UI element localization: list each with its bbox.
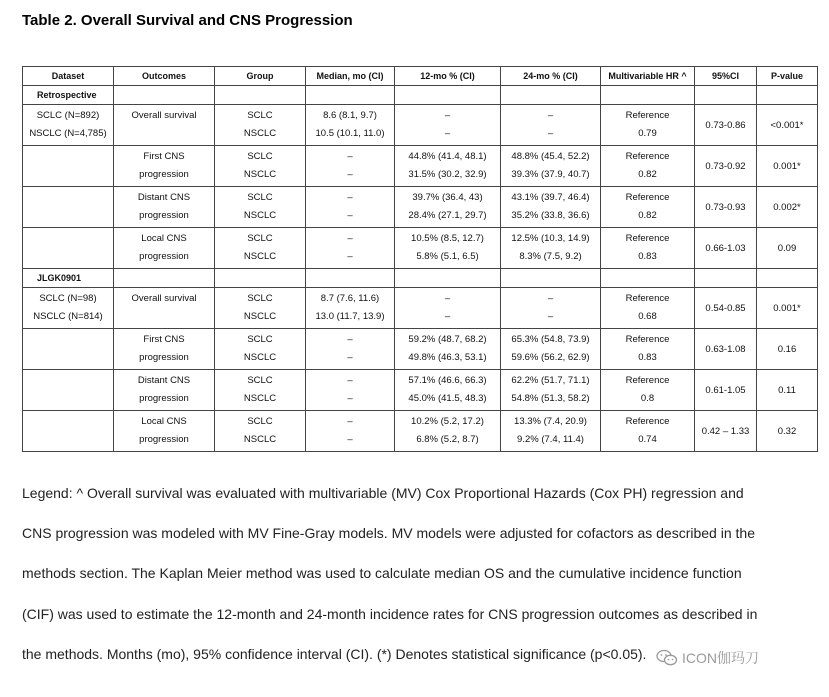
cell-m24 <box>501 288 601 329</box>
cell-line: 59.6% (56.2, 62.9) <box>511 352 590 363</box>
column-header: 12-mo % (CI) <box>395 67 501 86</box>
cell-line <box>25 248 111 266</box>
cell-line: – <box>444 311 451 322</box>
cell-line: SCLC <box>247 110 273 121</box>
cell-line: Reference <box>625 151 670 162</box>
section-label: Retrospective <box>23 86 114 105</box>
cell-line: 0.83 <box>638 352 657 363</box>
cell-line: progression <box>139 352 189 363</box>
cell-group <box>215 105 306 146</box>
table-row <box>23 370 818 411</box>
cell-line: SCLC <box>247 334 273 345</box>
cell-line: 5.8% (5.1, 6.5) <box>416 251 479 262</box>
cell-line <box>25 230 111 248</box>
cell-line: 0.74 <box>638 434 657 445</box>
cell-line <box>116 308 212 326</box>
table-row <box>23 105 818 146</box>
cell-dataset <box>23 105 114 146</box>
table-row <box>23 146 818 187</box>
cell-line: – <box>444 293 451 304</box>
cell-median <box>306 146 395 187</box>
cell-line <box>25 148 111 166</box>
cell-p: 0.32 <box>757 411 818 452</box>
cell-group <box>215 228 306 269</box>
cell-line <box>25 331 111 349</box>
empty-cell <box>601 269 695 288</box>
cell-m24 <box>501 329 601 370</box>
cell-line: Reference <box>625 375 670 386</box>
cell-line: SCLC <box>247 151 273 162</box>
cell-p: 0.002* <box>757 187 818 228</box>
cell-line: NSCLC <box>243 128 277 139</box>
cell-hr <box>601 105 695 146</box>
section-row <box>23 269 818 288</box>
cell-line: NSCLC <box>243 352 277 363</box>
cell-m24 <box>501 105 601 146</box>
cell-outcomes <box>114 228 215 269</box>
column-header: Multivariable HR ^ <box>601 67 695 86</box>
cell-line: SCLC <box>247 416 273 427</box>
cell-line: 59.2% (48.7, 68.2) <box>408 334 487 345</box>
cell-line <box>25 166 111 184</box>
cell-line: NSCLC (N=4,785) <box>29 128 107 139</box>
column-header: Dataset <box>23 67 114 86</box>
cell-line: – <box>347 434 353 445</box>
cell-dataset <box>23 187 114 228</box>
cell-line: – <box>347 192 353 203</box>
cell-line: 13.3% (7.4, 20.9) <box>514 416 587 427</box>
cell-line: 54.8% (51.3, 58.2) <box>511 393 590 404</box>
cell-median <box>306 288 395 329</box>
cell-ci: 0.54-0.85 <box>695 288 757 329</box>
cell-line: 31.5% (30.2, 32.9) <box>408 169 487 180</box>
cell-m12 <box>395 288 501 329</box>
cell-line: – <box>347 210 353 221</box>
wechat-icon <box>656 649 678 667</box>
cell-line: NSCLC <box>243 169 277 180</box>
cell-line: – <box>547 293 554 304</box>
cell-line <box>25 349 111 367</box>
table-header-row <box>23 67 818 86</box>
cell-ci: 0.63-1.08 <box>695 329 757 370</box>
cell-p: 0.11 <box>757 370 818 411</box>
cell-dataset <box>23 411 114 452</box>
cell-line: – <box>347 416 353 427</box>
cell-outcomes <box>114 146 215 187</box>
cell-median <box>306 228 395 269</box>
cell-line: Distant CNS <box>137 192 191 203</box>
cell-line: Reference <box>625 110 670 121</box>
empty-cell <box>695 86 757 105</box>
cell-line: Local CNS <box>141 233 187 244</box>
cell-outcomes <box>114 329 215 370</box>
column-header: Group <box>215 67 306 86</box>
cell-line: SCLC <box>247 233 273 244</box>
cell-line: 9.2% (7.4, 11.4) <box>517 434 584 445</box>
cell-line: Distant CNS <box>137 375 191 386</box>
cell-line: 8.7 (7.6, 11.6) <box>320 293 380 304</box>
cell-line: – <box>347 352 353 363</box>
cell-line: Overall survival <box>131 110 197 121</box>
empty-cell <box>501 269 601 288</box>
cell-ci: 0.73-0.93 <box>695 187 757 228</box>
cell-m12 <box>395 411 501 452</box>
cell-line: 48.8% (45.4, 52.2) <box>511 151 590 162</box>
cell-hr <box>601 187 695 228</box>
cell-dataset <box>23 329 114 370</box>
cell-dataset <box>23 288 114 329</box>
cell-line: 49.8% (46.3, 53.1) <box>408 352 487 363</box>
empty-cell <box>501 86 601 105</box>
table-row <box>23 411 818 452</box>
cell-outcomes <box>114 105 215 146</box>
cell-median <box>306 411 395 452</box>
cell-line: 45.0% (41.5, 48.3) <box>408 393 487 404</box>
cell-line: Local CNS <box>141 416 187 427</box>
cell-line: Overall survival <box>131 293 197 304</box>
cell-line: SCLC <box>247 375 273 386</box>
cell-line: SCLC <box>247 192 273 203</box>
cell-line: 57.1% (46.6, 66.3) <box>408 375 487 386</box>
cell-line <box>25 372 111 390</box>
cell-group <box>215 411 306 452</box>
cell-line <box>25 189 111 207</box>
column-header: P-value <box>757 67 818 86</box>
cell-p: 0.09 <box>757 228 818 269</box>
cell-outcomes <box>114 288 215 329</box>
cell-m12 <box>395 228 501 269</box>
table-row <box>23 288 818 329</box>
cell-p: <0.001* <box>757 105 818 146</box>
cell-group <box>215 187 306 228</box>
cell-line: 35.2% (33.8, 36.6) <box>511 210 590 221</box>
cell-ci: 0.66-1.03 <box>695 228 757 269</box>
empty-cell <box>306 86 395 105</box>
cell-median <box>306 187 395 228</box>
cell-line: 39.7% (36.4, 43) <box>412 192 483 203</box>
cell-m24 <box>501 411 601 452</box>
cell-m12 <box>395 187 501 228</box>
cell-line: NSCLC <box>243 210 277 221</box>
cell-ci: 0.73-0.92 <box>695 146 757 187</box>
cell-line: progression <box>139 251 189 262</box>
cell-line: NSCLC <box>243 434 277 445</box>
table-row <box>23 228 818 269</box>
column-header: 95%CI <box>695 67 757 86</box>
cell-ci: 0.42 – 1.33 <box>695 411 757 452</box>
cell-group <box>215 288 306 329</box>
cell-line: – <box>347 151 353 162</box>
cell-line: 0.79 <box>638 128 657 139</box>
cell-line: – <box>347 375 353 386</box>
cell-line <box>25 413 111 431</box>
cell-line: 28.4% (27.1, 29.7) <box>408 210 487 221</box>
cell-m12 <box>395 105 501 146</box>
cell-hr <box>601 370 695 411</box>
cell-line: – <box>347 169 353 180</box>
cell-line: Reference <box>625 192 670 203</box>
table-row <box>23 329 818 370</box>
cell-line: 0.68 <box>638 311 657 322</box>
cell-outcomes <box>114 411 215 452</box>
cell-line: Reference <box>625 233 670 244</box>
cell-hr <box>601 288 695 329</box>
column-header: 24-mo % (CI) <box>501 67 601 86</box>
cell-line: – <box>547 128 554 139</box>
cell-m24 <box>501 146 601 187</box>
cell-line: Reference <box>625 293 670 304</box>
empty-cell <box>757 269 818 288</box>
cell-m12 <box>395 370 501 411</box>
cell-line <box>25 207 111 225</box>
cell-line: NSCLC <box>243 251 277 262</box>
cell-line: – <box>444 128 451 139</box>
cell-line: – <box>347 233 353 244</box>
cell-m24 <box>501 370 601 411</box>
cell-line <box>25 390 111 408</box>
empty-cell <box>215 86 306 105</box>
cell-line: progression <box>139 434 189 445</box>
cell-line: – <box>444 110 451 121</box>
cell-m12 <box>395 329 501 370</box>
cell-line: SCLC (N=892) <box>36 110 100 121</box>
cell-line: NSCLC <box>243 393 277 404</box>
column-header: Outcomes <box>114 67 215 86</box>
cell-median <box>306 370 395 411</box>
empty-cell <box>395 86 501 105</box>
cell-m24 <box>501 228 601 269</box>
legend-text: Legend: ^ Overall survival was evaluated with multivariable (MV) Cox Proportional Hazards (Cox PH) regression and CNS progression was modeled with MV Fine-Gray models. MV models were adjusted for cofactors as described in the methods section. The Kaplan Meier method was used to calculate median OS and the cumulative incidence function (CIF) was used to estimate the 12-month and 24-month incidence rates for CNS progression outcomes as described in the methods. Months (mo), 95% confidence interval (CI). (*) Denotes statistical significance (p<0.05). <box>22 485 758 662</box>
cell-median <box>306 105 395 146</box>
cell-hr <box>601 228 695 269</box>
cell-line: Reference <box>625 416 670 427</box>
cell-dataset <box>23 370 114 411</box>
cell-hr <box>601 329 695 370</box>
cell-line: 65.3% (54.8, 73.9) <box>511 334 590 345</box>
cell-line: 39.3% (37.9, 40.7) <box>511 169 590 180</box>
cell-group <box>215 146 306 187</box>
cell-line: – <box>347 334 353 345</box>
cell-line: progression <box>139 210 189 221</box>
cell-line: – <box>547 110 554 121</box>
cell-p: 0.16 <box>757 329 818 370</box>
cell-line: 0.8 <box>640 393 655 404</box>
cell-line: progression <box>139 169 189 180</box>
cell-line: 0.82 <box>638 210 657 221</box>
empty-cell <box>601 86 695 105</box>
empty-cell <box>114 86 215 105</box>
cell-line: 44.8% (41.4, 48.1) <box>408 151 487 162</box>
empty-cell <box>215 269 306 288</box>
cell-p: 0.001* <box>757 146 818 187</box>
cell-line: NSCLC (N=814) <box>33 311 103 322</box>
cell-m24 <box>501 187 601 228</box>
cell-group <box>215 370 306 411</box>
cell-line: – <box>347 251 353 262</box>
cell-line: 8.6 (8.1, 9.7) <box>323 110 377 121</box>
empty-cell <box>395 269 501 288</box>
cell-line: 12.5% (10.3, 14.9) <box>511 233 590 244</box>
cell-line: First CNS <box>143 151 185 162</box>
empty-cell <box>695 269 757 288</box>
cell-line: 0.83 <box>638 251 657 262</box>
column-header: Median, mo (CI) <box>306 67 395 86</box>
cell-m12 <box>395 146 501 187</box>
cell-ci: 0.73-0.86 <box>695 105 757 146</box>
cell-line: Reference <box>625 334 670 345</box>
cell-line: SCLC <box>247 293 273 304</box>
cell-line: SCLC (N=98) <box>39 293 97 304</box>
cell-line: 10.2% (5.2, 17.2) <box>411 416 484 427</box>
cell-hr <box>601 146 695 187</box>
section-label: JLGK0901 <box>23 269 114 288</box>
survival-table <box>22 66 818 452</box>
cell-dataset <box>23 146 114 187</box>
cell-line: NSCLC <box>243 311 277 322</box>
cell-line <box>25 431 111 449</box>
cell-hr <box>601 411 695 452</box>
empty-cell <box>114 269 215 288</box>
cell-dataset <box>23 228 114 269</box>
section-row <box>23 86 818 105</box>
cell-line: 13.0 (11.7, 13.9) <box>315 311 385 322</box>
cell-line: 6.8% (5.2, 8.7) <box>416 434 479 445</box>
cell-line: progression <box>139 393 189 404</box>
cell-line: – <box>547 311 554 322</box>
cell-line: 0.82 <box>638 169 657 180</box>
cell-ci: 0.61-1.05 <box>695 370 757 411</box>
cell-line <box>116 125 212 143</box>
watermark <box>656 648 759 668</box>
empty-cell <box>306 269 395 288</box>
cell-line: 10.5 (10.1, 11.0) <box>315 128 385 139</box>
cell-group <box>215 329 306 370</box>
table-row <box>23 187 818 228</box>
cell-line: 8.3% (7.5, 9.2) <box>519 251 582 262</box>
cell-line: 43.1% (39.7, 46.4) <box>511 192 590 203</box>
cell-p: 0.001* <box>757 288 818 329</box>
cell-line: 62.2% (51.7, 71.1) <box>511 375 590 386</box>
table-title: Table 2. Overall Survival and CNS Progression <box>22 12 353 29</box>
cell-line: 10.5% (8.5, 12.7) <box>411 233 484 244</box>
cell-outcomes <box>114 370 215 411</box>
cell-line: First CNS <box>143 334 185 345</box>
cell-line: – <box>347 393 353 404</box>
cell-median <box>306 329 395 370</box>
empty-cell <box>757 86 818 105</box>
watermark-text: ICON伽玛刀 <box>682 650 759 666</box>
cell-outcomes <box>114 187 215 228</box>
